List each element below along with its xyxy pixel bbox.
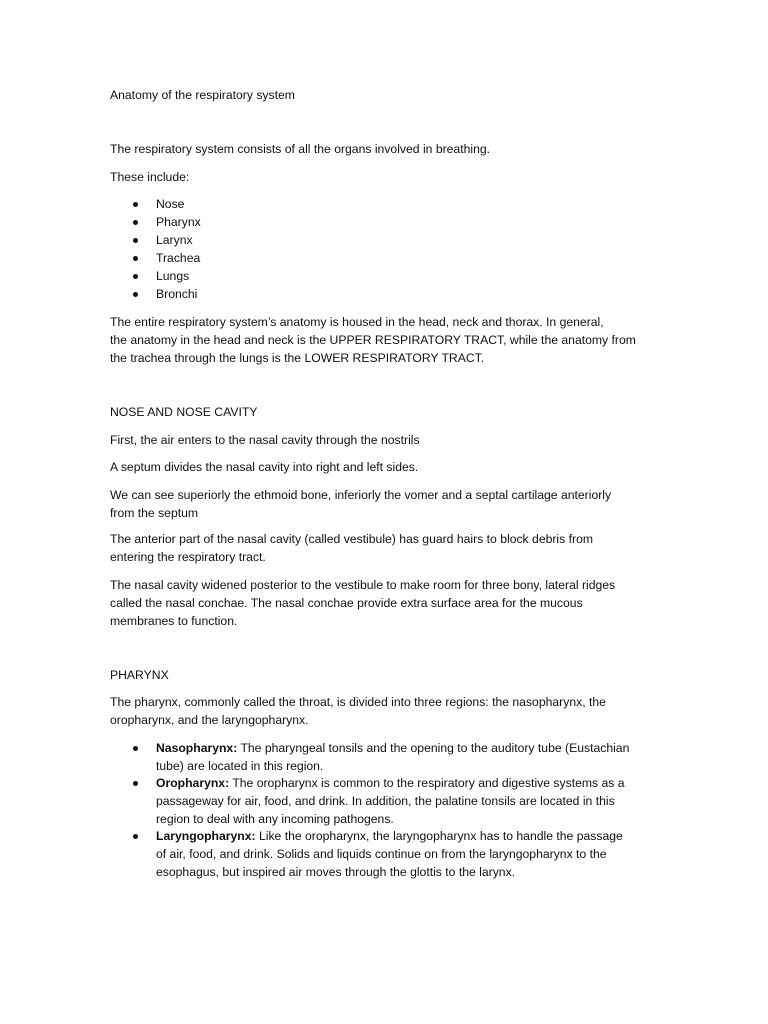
region-text: The pharyngeal tonsils and the opening to the auditory tube (Eustachian — [240, 741, 630, 755]
organ-item: Bronchi — [156, 287, 198, 301]
list-item — [156, 829, 623, 844]
paragraph-line: The pharynx, commonly called the throat, is divided into three regions: the nasopharynx, the — [110, 695, 606, 709]
paragraph-line: entering the respiratory tract. — [110, 550, 266, 564]
bullet-dot — [133, 746, 138, 751]
paragraph-line: The entire respiratory system’s anatomy is housed in the head, neck and thorax. In general, — [110, 315, 604, 329]
region-text: tube) are located in this region. — [156, 759, 324, 773]
organ-item: Larynx — [156, 233, 193, 247]
nose-paragraph-1: First, the air enters to the nasal cavity through the nostrils — [110, 433, 420, 447]
region-term: Oropharynx: — [156, 776, 230, 790]
paragraph-line: The nasal cavity widened posterior to the vestibule to make room for three bony, lateral ridges — [110, 578, 616, 592]
section-heading-pharynx: PHARYNX — [110, 668, 169, 682]
organ-item: Nose — [156, 197, 185, 211]
region-text: esophagus, but inspired air moves through the glottis to the larynx. — [156, 865, 516, 879]
list-item — [156, 741, 629, 756]
region-text: Like the oropharynx, the laryngopharynx has to handle the passage — [258, 829, 623, 843]
section-heading-nose: NOSE AND NOSE CAVITY — [110, 405, 258, 419]
nose-paragraph-2: A septum divides the nasal cavity into right and left sides. — [110, 460, 419, 474]
bullet-dot — [133, 220, 138, 225]
region-text: of air, food, and drink. Solids and liquids continue on from the laryngopharynx to the — [156, 847, 607, 861]
paragraph-line: the trachea through the lungs is the LOWER RESPIRATORY TRACT. — [110, 351, 485, 365]
paragraph-line: from the septum — [110, 506, 199, 520]
region-text: region to deal with any incoming pathogens. — [156, 812, 394, 826]
paragraph-line: oropharynx, and the laryngopharynx. — [110, 713, 309, 727]
bullet-dot — [133, 292, 138, 297]
intro-paragraph: The respiratory system consists of all the organs involved in breathing. — [110, 142, 491, 156]
document-title: Anatomy of the respiratory system — [110, 88, 295, 102]
paragraph-line: We can see superiorly the ethmoid bone, inferiorly the vomer and a septal cartilage anteriorly — [110, 488, 612, 502]
list-item — [156, 776, 625, 791]
bullet-dot — [133, 202, 138, 207]
bullet-dot — [133, 781, 138, 786]
region-term: Nasopharynx: — [156, 741, 238, 755]
region-term: Laryngopharynx: — [156, 829, 256, 843]
bullet-dot — [133, 238, 138, 243]
paragraph-line: membranes to function. — [110, 614, 238, 628]
include-heading: These include: — [110, 170, 190, 184]
organ-item: Trachea — [156, 251, 201, 265]
region-text: passageway for air, food, and drink. In addition, the palatine tonsils are located in this — [156, 794, 615, 808]
region-text: The oropharynx is common to the respiratory and digestive systems as a — [232, 776, 625, 790]
bullet-dot — [133, 256, 138, 261]
paragraph-line: the anatomy in the head and neck is the UPPER RESPIRATORY TRACT, while the anatomy from — [110, 333, 636, 347]
paragraph-line: called the nasal conchae. The nasal conchae provide extra surface area for the mucous — [110, 596, 583, 610]
organ-item: Lungs — [156, 269, 190, 283]
paragraph-line: The anterior part of the nasal cavity (called vestibule) has guard hairs to block debris from — [110, 532, 593, 546]
bullet-dot — [133, 834, 138, 839]
organ-item: Pharynx — [156, 215, 201, 229]
bullet-dot — [133, 274, 138, 279]
